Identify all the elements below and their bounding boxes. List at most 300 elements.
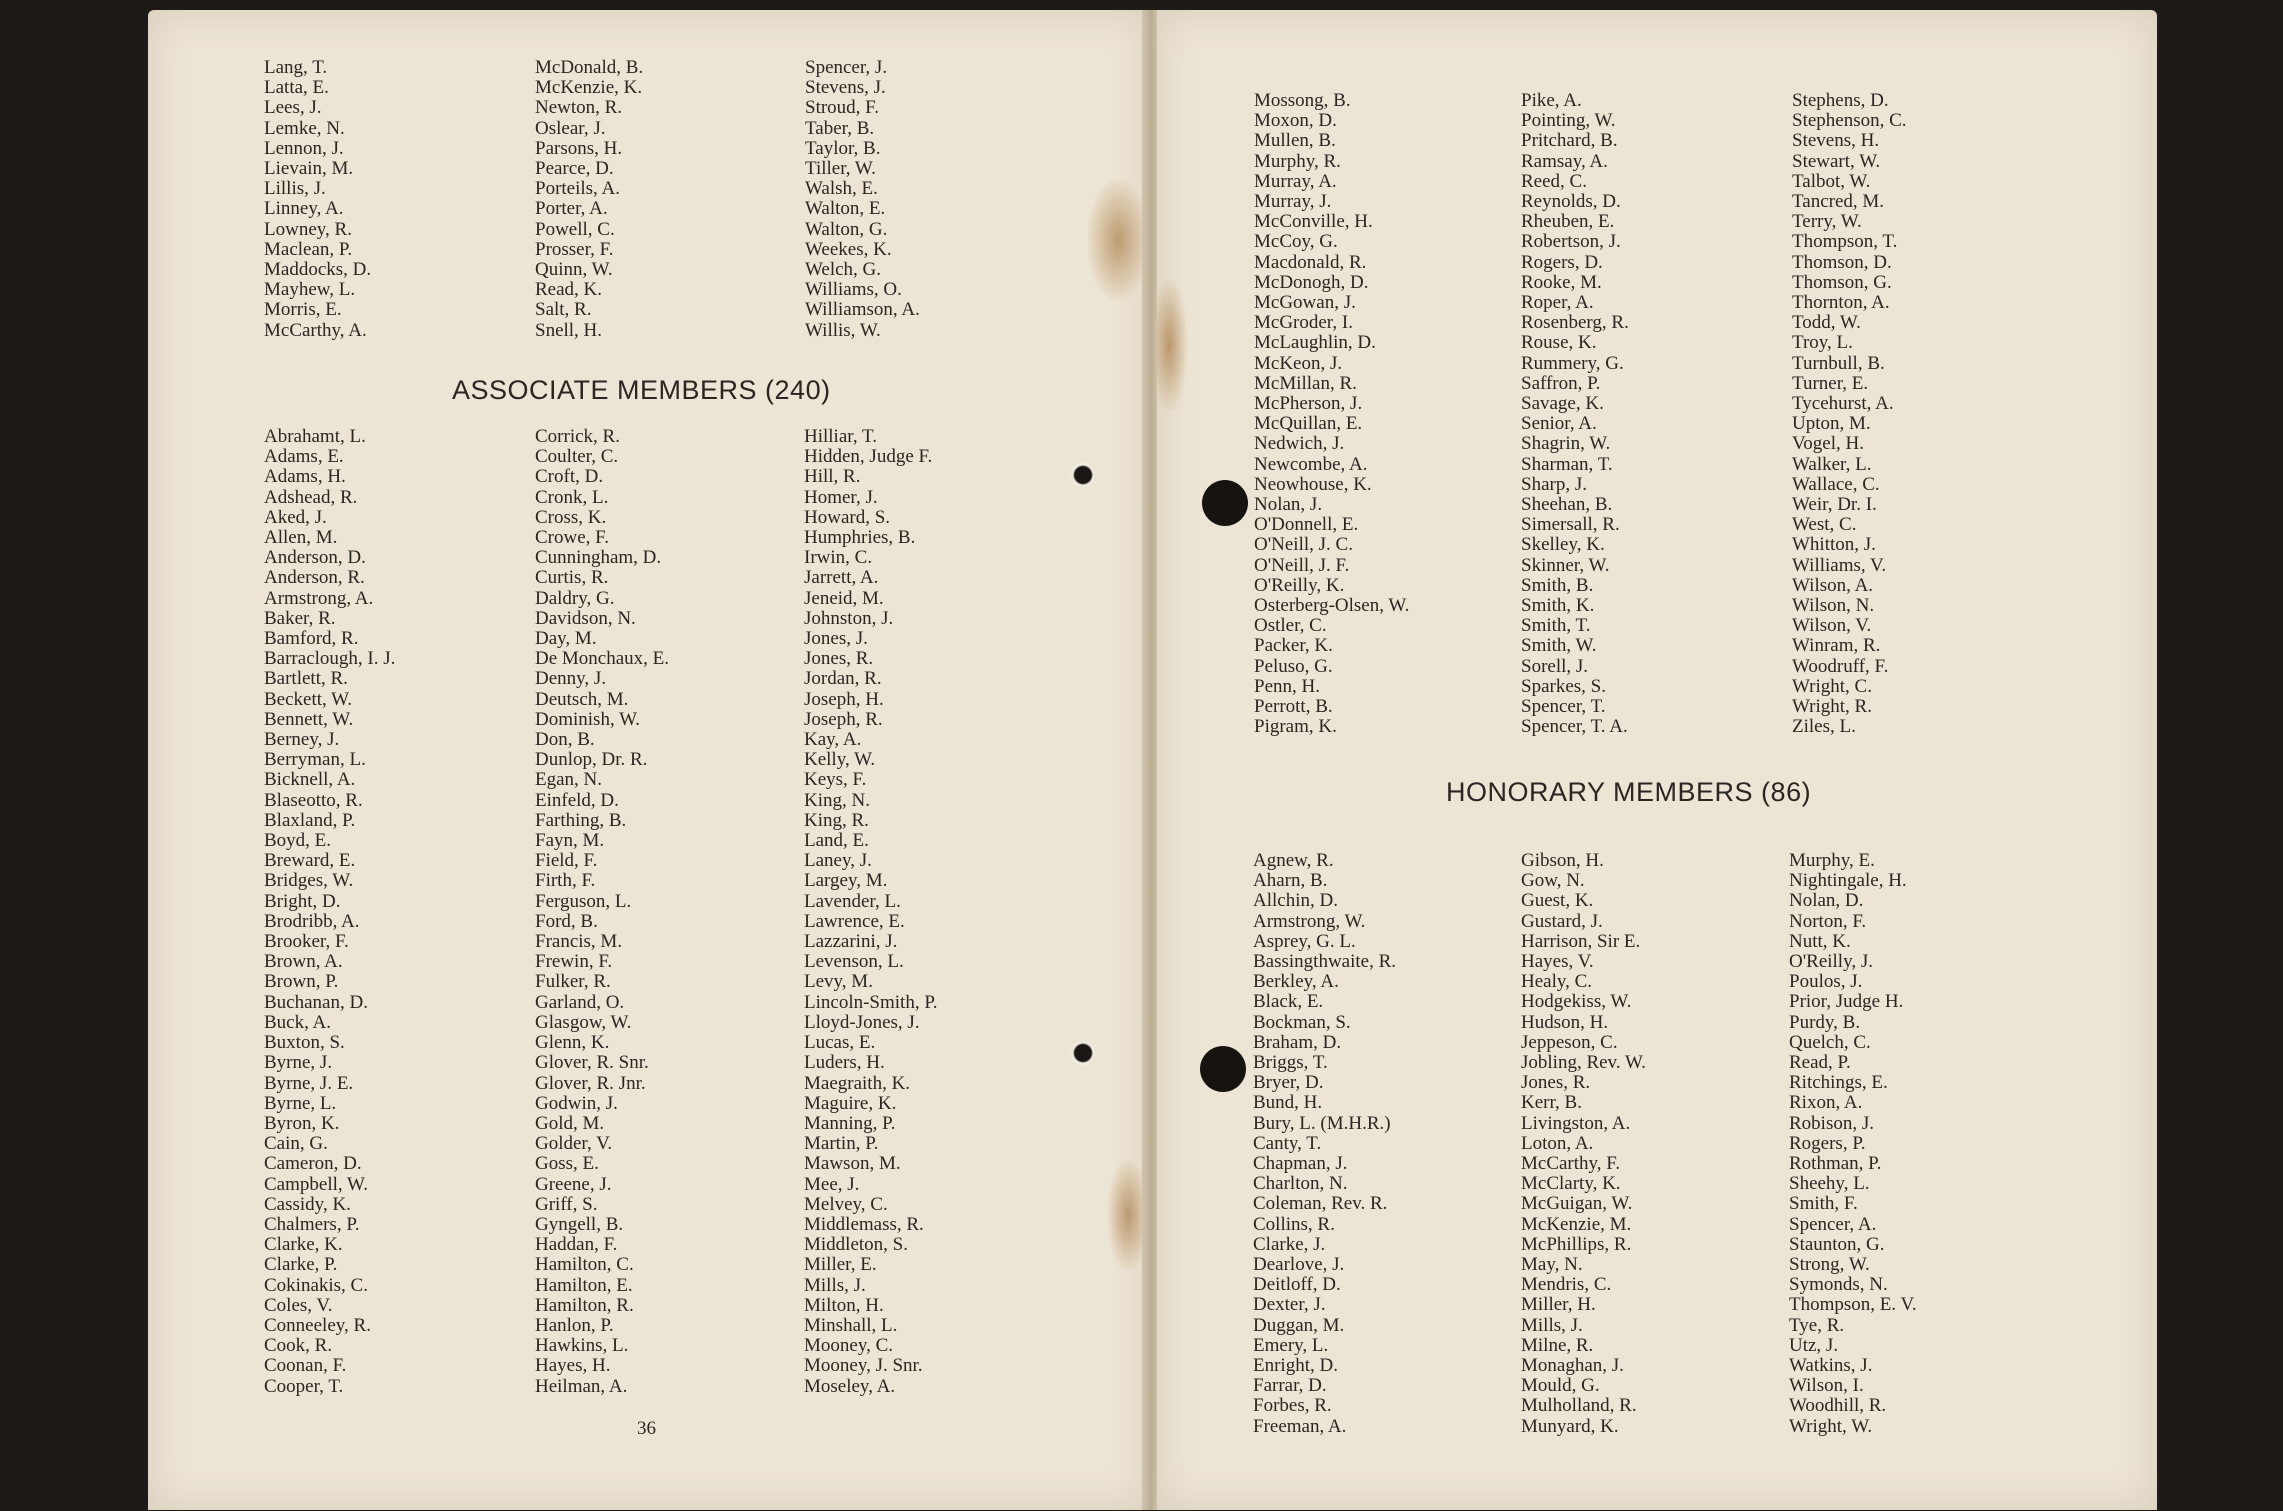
member-name: Ziles, L. [1792, 716, 1856, 738]
honorary-members-heading: HONORARY MEMBERS (86) [1446, 777, 1812, 807]
member-name: Jones, R. [1521, 1072, 1591, 1094]
member-name: Mullen, B. [1254, 130, 1336, 152]
member-name: Miller, E. [804, 1254, 877, 1276]
member-name: West, C. [1792, 514, 1857, 536]
member-name: Latta, E. [264, 77, 329, 99]
member-name: Thompson, T. [1792, 231, 1898, 253]
member-name: Cunningham, D. [535, 547, 662, 569]
member-name: Canty, T. [1253, 1132, 1322, 1154]
member-name: Woodruff, F. [1792, 655, 1889, 677]
member-name: Hayes, H. [535, 1355, 611, 1377]
member-name: Watkins, J. [1789, 1355, 1873, 1377]
member-name: Bassingthwaite, R. [1253, 951, 1397, 973]
member-name: Wright, R. [1792, 696, 1872, 718]
member-name: Smith, F. [1789, 1193, 1858, 1215]
member-name: Field, F. [535, 850, 598, 872]
member-name: Powell, C. [535, 218, 615, 240]
member-name: Coonan, F. [264, 1355, 347, 1377]
member-name: Savage, K. [1521, 393, 1604, 415]
member-name: Walton, E. [805, 198, 886, 220]
member-name: O'Neill, J. C. [1254, 534, 1353, 556]
member-name: Peluso, G. [1254, 655, 1333, 677]
member-name: Gustard, J. [1521, 910, 1603, 932]
member-name: Thomson, G. [1792, 271, 1892, 293]
member-name: Deutsch, M. [535, 688, 629, 710]
member-name: Jones, R. [804, 648, 874, 670]
member-name: Hamilton, R. [535, 1294, 634, 1316]
member-name: Daldry, G. [535, 587, 615, 609]
member-name: Humphries, B. [804, 527, 916, 549]
member-name: Tancred, M. [1792, 191, 1885, 213]
member-name: O'Reilly, K. [1254, 574, 1345, 596]
member-name: Rogers, P. [1789, 1132, 1866, 1154]
member-name: Jarrett, A. [804, 567, 879, 589]
member-name: Read, K. [535, 279, 603, 301]
member-name: Turner, E. [1792, 372, 1869, 394]
member-name: Healy, C. [1521, 971, 1593, 993]
member-name: Blaxland, P. [264, 809, 356, 831]
member-name: Wilson, N. [1792, 595, 1875, 617]
member-name: Morris, E. [264, 299, 342, 321]
member-name: Farthing, B. [535, 809, 627, 831]
member-name: Allen, M. [264, 527, 338, 549]
member-name: Lievain, M. [264, 158, 354, 180]
member-name: Black, E. [1253, 991, 1324, 1013]
member-name: Reed, C. [1521, 170, 1587, 192]
member-name: Neowhouse, K. [1254, 473, 1372, 495]
member-name: Kay, A. [804, 729, 862, 751]
member-name: Moxon, D. [1254, 110, 1337, 132]
member-name: Hanlon, P. [535, 1314, 614, 1336]
member-name: Day, M. [535, 628, 597, 650]
member-name: Melvey, C. [804, 1193, 888, 1215]
member-name: Thornton, A. [1792, 292, 1890, 314]
member-name: Ferguson, L. [535, 890, 632, 912]
member-name: Parsons, H. [535, 137, 623, 159]
member-name: Roper, A. [1521, 292, 1594, 314]
member-name: Penn, H. [1254, 675, 1320, 697]
member-name: Brooker, F. [264, 931, 349, 953]
member-name: Frewin, F. [535, 951, 613, 973]
member-name: Hayes, V. [1521, 951, 1594, 973]
member-name: Rouse, K. [1521, 332, 1597, 354]
member-name: Lincoln-Smith, P. [804, 991, 938, 1013]
member-name: Rooke, M. [1521, 271, 1602, 293]
member-name: Rixon, A. [1789, 1092, 1863, 1114]
member-name: Sheehan, B. [1521, 494, 1613, 516]
member-name: Willis, W. [805, 319, 881, 341]
member-name: Sparkes, S. [1521, 675, 1606, 697]
member-column [535, 427, 669, 1397]
member-name: O'Neill, J. F. [1254, 554, 1350, 576]
member-name: Murphy, E. [1789, 850, 1875, 871]
member-name: Smith, T. [1521, 615, 1591, 637]
associate-members-heading: ASSOCIATE MEMBERS (240) [452, 375, 831, 405]
member-name: Newton, R. [535, 97, 623, 119]
member-name: Goss, E. [535, 1153, 599, 1175]
member-name: Maegraith, K. [804, 1072, 911, 1094]
member-name: Macdonald, R. [1254, 251, 1367, 273]
member-name: Clarke, J. [1253, 1233, 1326, 1255]
member-name: McMillan, R. [1254, 372, 1357, 394]
member-name: Corrick, R. [535, 426, 620, 447]
member-name: Maclean, P. [264, 238, 353, 260]
member-name: Lang, T. [264, 57, 328, 78]
member-name: Bicknell, A. [264, 769, 356, 791]
member-name: Hamilton, C. [535, 1254, 634, 1276]
member-name: Kerr, B. [1521, 1092, 1582, 1114]
member-name: Enright, D. [1253, 1355, 1338, 1377]
member-name: Brodribb, A. [264, 910, 360, 932]
member-name: Cook, R. [264, 1335, 333, 1357]
member-name: Lemke, N. [264, 117, 345, 139]
member-name: Senior, A. [1521, 413, 1597, 435]
member-name: Stephenson, C. [1792, 110, 1907, 132]
member-name: Tye, R. [1789, 1314, 1845, 1336]
member-name: Joseph, R. [804, 708, 883, 730]
member-name: Moseley, A. [804, 1375, 896, 1397]
member-name: Ostler, C. [1254, 615, 1327, 637]
member-name: Smith, B. [1521, 574, 1594, 596]
member-name: Hawkins, L. [535, 1335, 629, 1357]
member-name: Perrott, B. [1254, 696, 1333, 718]
member-name: Mossong, B. [1254, 90, 1351, 111]
member-name: Nutt, K. [1789, 930, 1851, 952]
member-name: Cronk, L. [535, 486, 609, 508]
member-name: Byron, K. [264, 1112, 340, 1134]
member-name: Thompson, E. V. [1789, 1294, 1917, 1316]
member-column [1521, 91, 1629, 738]
member-name: McClarty, K. [1521, 1173, 1621, 1195]
member-name: Williams, V. [1792, 554, 1887, 576]
member-name: Mendris, C. [1521, 1274, 1612, 1296]
member-name: Croft, D. [535, 466, 604, 488]
stain-mark [1157, 280, 1187, 410]
member-name: Mulholland, R. [1521, 1395, 1637, 1417]
member-name: O'Donnell, E. [1254, 514, 1359, 536]
member-name: Rummery, G. [1521, 352, 1624, 374]
member-name: Woodhill, R. [1789, 1395, 1887, 1417]
member-name: Bridges, W. [264, 870, 354, 892]
member-name: Coulter, C. [535, 446, 619, 468]
member-name: Stroud, F. [805, 97, 879, 119]
member-name: Greene, J. [535, 1173, 612, 1195]
member-name: Milton, H. [804, 1294, 884, 1316]
member-name: Dexter, J. [1253, 1294, 1326, 1316]
punch-hole [1200, 1046, 1246, 1092]
member-column [535, 58, 643, 341]
member-name: Snell, H. [535, 319, 603, 341]
member-column [1253, 851, 1396, 1437]
member-name: Glenn, K. [535, 1032, 610, 1054]
member-name: Abrahamt, L. [264, 426, 366, 447]
member-name: Pigram, K. [1254, 716, 1337, 738]
member-name: Buxton, S. [264, 1032, 345, 1054]
member-name: Joseph, H. [804, 688, 884, 710]
member-name: Harrison, Sir E. [1521, 930, 1641, 952]
member-name: Middlemass, R. [804, 1213, 924, 1235]
member-name: Spencer, T. A. [1521, 716, 1628, 738]
member-name: Packer, K. [1254, 635, 1333, 657]
member-name: Jordan, R. [804, 668, 882, 690]
member-name: Crowe, F. [535, 527, 609, 549]
member-name: Walton, G. [805, 218, 888, 240]
member-name: Martin, P. [804, 1133, 879, 1155]
member-name: McCarthy, A. [264, 319, 367, 341]
member-name: Lowney, R. [264, 218, 352, 240]
member-name: Sorell, J. [1521, 655, 1589, 677]
member-name: Lillis, J. [264, 178, 326, 200]
member-name: May, N. [1521, 1254, 1583, 1276]
member-name: Mills, J. [1521, 1314, 1583, 1336]
member-name: Maguire, K. [804, 1092, 897, 1114]
member-column [1521, 851, 1646, 1437]
member-name: Homer, J. [804, 486, 878, 508]
member-name: Staunton, G. [1789, 1233, 1885, 1255]
member-name: Manning, P. [804, 1112, 896, 1134]
member-name: Talbot, W. [1792, 170, 1871, 192]
member-name: Whitton, J. [1792, 534, 1876, 556]
member-name: Levy, M. [804, 971, 873, 993]
member-name: Keys, F. [804, 769, 867, 791]
member-name: McConville, H. [1254, 211, 1373, 233]
member-name: Mayhew, L. [264, 279, 356, 301]
member-name: Porteils, A. [535, 178, 620, 200]
member-name: Strong, W. [1789, 1254, 1870, 1276]
member-name: Glasgow, W. [535, 1011, 632, 1033]
member-name: Taber, B. [805, 117, 875, 139]
member-name: Barraclough, I. J. [264, 648, 396, 670]
member-name: Williamson, A. [805, 299, 920, 321]
member-name: Salt, R. [535, 299, 592, 321]
member-name: Howard, S. [804, 506, 891, 528]
member-name: Hudson, H. [1521, 1011, 1609, 1033]
member-name: Jeneid, M. [804, 587, 884, 609]
member-name: Bennett, W. [264, 708, 354, 730]
member-name: Lloyd-Jones, J. [804, 1011, 920, 1033]
member-name: Francis, M. [535, 931, 623, 953]
member-name: Aharn, B. [1253, 870, 1328, 892]
member-name: Vogel, H. [1792, 433, 1864, 455]
member-name: Hamilton, E. [535, 1274, 633, 1296]
member-name: Mooney, C. [804, 1335, 894, 1357]
member-column [804, 427, 938, 1397]
member-name: Johnston, J. [804, 607, 894, 629]
member-name: Griff, S. [535, 1193, 598, 1215]
member-name: Murray, J. [1254, 191, 1332, 213]
member-name: McGuigan, W. [1521, 1193, 1633, 1215]
member-name: McKenzie, M. [1521, 1213, 1632, 1235]
member-name: Guest, K. [1521, 890, 1594, 912]
member-name: Spencer, J. [805, 57, 888, 78]
stain-mark [1088, 180, 1148, 300]
member-name: Collins, R. [1253, 1213, 1335, 1235]
member-name: Read, P. [1789, 1052, 1851, 1074]
member-name: Ramsay, A. [1521, 150, 1608, 172]
member-name: Reynolds, D. [1521, 191, 1621, 213]
member-name: Welch, G. [805, 259, 882, 281]
member-name: Luders, H. [804, 1052, 885, 1074]
member-name: Murray, A. [1254, 170, 1337, 192]
member-name: Ritchings, E. [1789, 1072, 1888, 1094]
member-name: Rogers, D. [1521, 251, 1603, 273]
member-name: Byrne, J. E. [264, 1072, 354, 1094]
member-name: Bockman, S. [1253, 1011, 1351, 1033]
member-name: Anderson, R. [264, 567, 365, 589]
member-name: Bartlett, R. [264, 668, 348, 690]
member-name: Glover, R. Jnr. [535, 1072, 646, 1094]
member-name: Murphy, R. [1254, 150, 1341, 172]
member-name: Land, E. [804, 830, 869, 852]
member-name: Curtis, R. [535, 567, 609, 589]
member-name: Bryer, D. [1253, 1072, 1324, 1094]
member-name: Egan, N. [535, 769, 603, 791]
punch-hole [1070, 1040, 1096, 1066]
member-name: Godwin, J. [535, 1092, 618, 1114]
member-name: Forbes, R. [1253, 1395, 1332, 1417]
member-name: McDonald, B. [535, 57, 644, 78]
member-name: Agnew, R. [1253, 850, 1334, 871]
member-name: Garland, O. [535, 991, 625, 1013]
punch-hole [1070, 462, 1096, 488]
member-name: Purdy, B. [1789, 1011, 1861, 1033]
member-name: Middleton, S. [804, 1234, 908, 1256]
member-name: Freeman, A. [1253, 1415, 1347, 1437]
member-name: Cameron, D. [264, 1153, 362, 1175]
member-name: Osterberg-Olsen, W. [1254, 595, 1410, 617]
member-name: Stevens, H. [1792, 130, 1880, 152]
member-name: Glover, R. Snr. [535, 1052, 649, 1074]
member-name: Sharman, T. [1521, 453, 1613, 475]
member-name: Irwin, C. [804, 547, 873, 569]
member-name: Mooney, J. Snr. [804, 1355, 923, 1377]
member-name: Campbell, W. [264, 1173, 368, 1195]
member-name: Cain, G. [264, 1133, 328, 1155]
member-name: Nolan, J. [1254, 494, 1323, 516]
member-name: Aked, J. [264, 506, 327, 528]
member-name: Terry, W. [1792, 211, 1862, 233]
member-name: Rosenberg, R. [1521, 312, 1629, 334]
member-name: Hodgekiss, W. [1521, 991, 1632, 1013]
member-name: Thomson, D. [1792, 251, 1892, 273]
member-name: Berryman, L. [264, 749, 366, 771]
member-name: Dearlove, J. [1253, 1254, 1345, 1276]
member-name: Munyard, K. [1521, 1415, 1619, 1437]
member-name: Adams, E. [264, 446, 344, 468]
member-name: Saffron, P. [1521, 372, 1601, 394]
member-name: Lees, J. [264, 97, 322, 119]
member-name: McPhillips, R. [1521, 1233, 1632, 1255]
member-name: Don, B. [535, 729, 595, 751]
member-name: Heilman, A. [535, 1375, 628, 1397]
member-name: Adshead, R. [264, 486, 358, 508]
member-name: Utz, J. [1789, 1334, 1839, 1356]
member-name: Deitloff, D. [1253, 1274, 1341, 1296]
member-name: Duggan, M. [1253, 1314, 1345, 1336]
member-name: Bamford, R. [264, 628, 359, 650]
member-name: Williams, O. [805, 279, 902, 301]
member-name: Buchanan, D. [264, 991, 368, 1013]
member-name: Chalmers, P. [264, 1213, 360, 1235]
member-name: Maddocks, D. [264, 259, 372, 281]
member-name: Kelly, W. [804, 749, 876, 771]
member-name: Skinner, W. [1521, 554, 1610, 576]
member-name: Winram, R. [1792, 635, 1881, 657]
member-name: Weekes, K. [805, 238, 892, 260]
member-name: Newcombe, A. [1254, 453, 1368, 475]
member-name: Livingston, A. [1521, 1112, 1631, 1134]
member-name: Quelch, C. [1789, 1031, 1871, 1053]
member-name: Asprey, G. L. [1253, 930, 1356, 952]
member-name: Norton, F. [1789, 910, 1867, 932]
member-name: Einfeld, D. [535, 789, 619, 811]
member-name: King, R. [804, 809, 869, 831]
member-name: Tycehurst, A. [1792, 393, 1894, 415]
member-name: Pointing, W. [1521, 110, 1616, 132]
member-name: McCoy, G. [1254, 231, 1338, 253]
member-name: Sharp, J. [1521, 473, 1587, 495]
member-name: Poulos, J. [1789, 971, 1863, 993]
member-name: Hill, R. [804, 466, 861, 488]
member-name: Buck, A. [264, 1011, 332, 1033]
member-name: Prosser, F. [535, 238, 614, 260]
member-name: Symonds, N. [1789, 1274, 1888, 1296]
member-name: McKeon, J. [1254, 352, 1343, 374]
member-name: McGroder, I. [1254, 312, 1353, 334]
member-name: Allchin, D. [1253, 890, 1338, 912]
member-name: Monaghan, J. [1521, 1355, 1624, 1377]
right-page [1157, 10, 2157, 1510]
member-name: Sheehy, L. [1789, 1173, 1870, 1195]
member-name: Smith, K. [1521, 595, 1595, 617]
member-name: Wallace, C. [1792, 473, 1880, 495]
member-name: Jeppeson, C. [1521, 1031, 1618, 1053]
member-name: Armstrong, A. [264, 587, 374, 609]
member-name: Haddan, F. [535, 1234, 618, 1256]
left-page [148, 10, 1150, 1510]
member-name: Byrne, J. [264, 1052, 333, 1074]
member-name: Gold, M. [535, 1112, 605, 1134]
member-name: Simersall, R. [1521, 514, 1620, 536]
member-name: Jones, J. [804, 628, 868, 650]
member-name: Gibson, H. [1521, 850, 1604, 871]
member-name: Briggs, T. [1253, 1052, 1328, 1074]
member-name: Mills, J. [804, 1274, 866, 1296]
member-name: McKenzie, K. [535, 77, 643, 99]
member-name: Oslear, J. [535, 117, 606, 139]
member-name: Gyngell, B. [535, 1213, 624, 1235]
member-name: Brown, A. [264, 951, 343, 973]
member-name: Wilson, V. [1792, 615, 1872, 637]
member-name: Emery, L. [1253, 1334, 1329, 1356]
member-name: Lazzarini, J. [804, 931, 898, 953]
member-name: McCarthy, F. [1521, 1153, 1621, 1175]
punch-hole [1202, 480, 1248, 526]
member-name: Dominish, W. [535, 708, 641, 730]
member-name: Nedwich, J. [1254, 433, 1345, 455]
member-name: Laney, J. [804, 850, 872, 872]
member-name: Cassidy, K. [264, 1193, 351, 1215]
member-name: Bury, L. (M.H.R.) [1253, 1112, 1391, 1134]
member-name: McGowan, J. [1254, 292, 1356, 314]
member-name: Pike, A. [1521, 90, 1582, 111]
member-name: Weir, Dr. I. [1792, 494, 1877, 516]
member-name: Adams, H. [264, 466, 346, 488]
member-name: Mawson, M. [804, 1153, 901, 1175]
member-name: Charlton, N. [1253, 1173, 1348, 1195]
member-name: Robertson, J. [1521, 231, 1621, 253]
member-name: Stevens, J. [805, 77, 886, 99]
